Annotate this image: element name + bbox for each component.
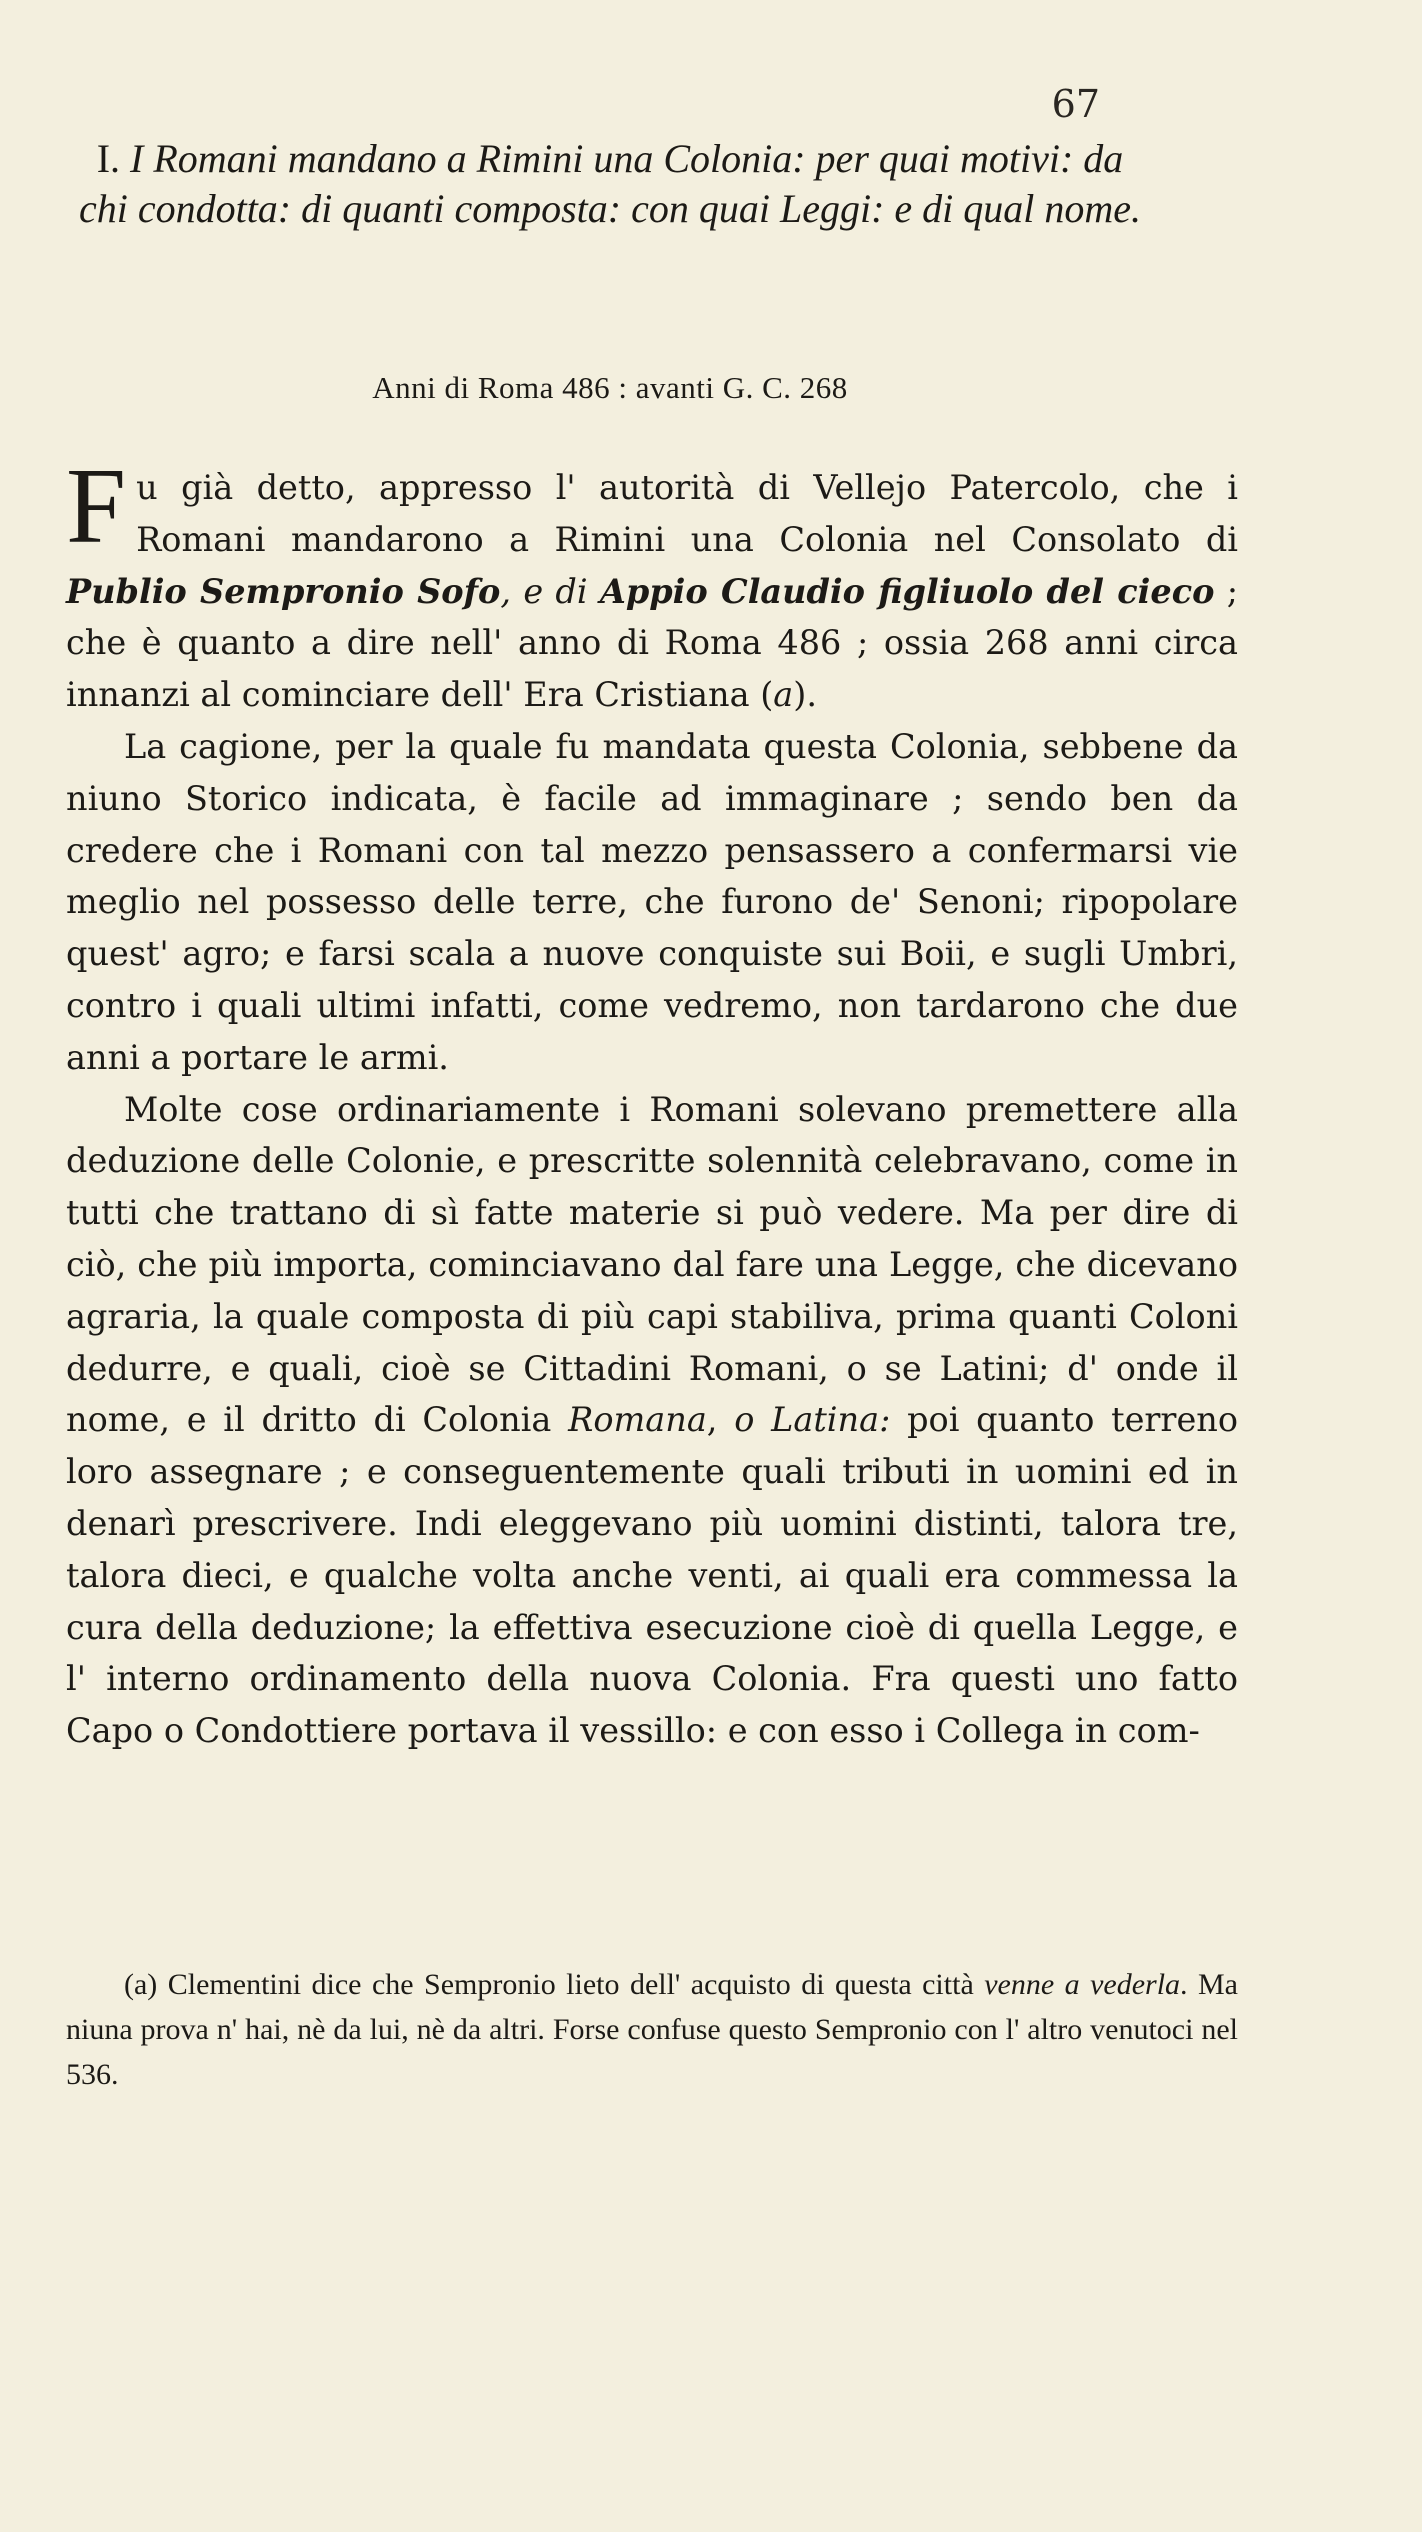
footnote: [66, 1962, 1238, 2097]
dropcap: F: [66, 447, 127, 566]
paragraph-2: La cagione, per la quale fu mandata questa Colonia, sebbene da niuno Storico indicata, è facile ad immaginare ; sendo ben da credere che i Romani con tal mezzo pensassero a confermarsi vie meglio nel possesso delle terre, che furono de' Senoni; ripopolare quest' agro; e farsi scala a nuove conquiste sui Boii, e sugli Umbri, contro i quali ultimi infatti, come vedremo, non tardarono che due anni a portare le armi.: [66, 726, 1238, 1077]
paragraph-3-text: Molte cose ordinariamente i Romani solevano premettere alla deduzione delle Colonie, e prescritte solennità celebravano, come in tutti che trattano di sì fatte materie si può vedere. Ma per dire di ciò, che più importa, cominciavano dal fare una Legge, che dicevano agraria, la quale composta di più capi stabiliva, prima quanti Coloni dedurre, e quali, cioè se Cittadini Romani, o se Latini; d' onde il nome, e il dritto di Colonia: [66, 1089, 1238, 1440]
page-number: 67: [1051, 82, 1100, 126]
heading-number: I.: [96, 136, 121, 181]
name-appio-claudio: Appio Claudio figliuolo del cieco: [599, 571, 1215, 611]
body-text: [66, 447, 1239, 1757]
paragraph-3: [66, 1084, 1238, 1757]
term-romana: Romana: [568, 1400, 707, 1440]
paragraph-3-text-continued: poi quanto terreno loro assegnare ; e conseguentemente quali tributi in uomini ed in denarì prescrivere. Indi eleggevano più uomini distinti, talora tre, talora dieci, e qualche volta anche venti, ai quali era commessa la cura della deduzione; la effettiva esecuzione cioè di quella Legge, e l' interno ordinamento della nuova Colonia. Fra questi uno fatto Capo o Condottiere portava il vessillo: e con esso i Collega in com-: [66, 1400, 1239, 1751]
paragraph-1-end: ).: [793, 675, 817, 715]
paragraph-1-text-continued: ; che è quanto a dire nell' anno di Roma 486 ; ossia 268 anni circa innanzi al cominciare dell' Era Cristiana (: [66, 571, 1239, 715]
footnote-marker: (a): [124, 1968, 158, 2001]
chapter-heading: [70, 134, 1150, 234]
name-publio-sempronio: Publio Sempronio Sofo: [66, 571, 501, 611]
paragraph-1-connector: , e di: [500, 571, 600, 611]
date-line: Anni di Roma 486 : avanti G. C. 268: [372, 370, 848, 405]
heading-title: I Romani mandano a Rimini una Colonia: per quai motivi: da chi condotta: di quanti composta: con quai Leggi: e di qual nome.: [78, 136, 1142, 231]
paragraph-3-comma: ,: [706, 1400, 735, 1440]
paragraph-1: [66, 447, 1239, 721]
footnote-reference: a: [773, 675, 794, 715]
footnote-quote: venne a vederla: [984, 1968, 1181, 2001]
footnote-text: Clementini dice che Sempronio lieto dell' acquisto di questa città: [157, 1968, 985, 2001]
footnote-text-continued: . Ma niuna prova n' hai, nè da lui, nè da altri. Forse confuse questo Sempronio con l' altro venutoci nel 536.: [66, 1968, 1238, 2091]
term-latina: o Latina:: [734, 1400, 891, 1440]
paragraph-1-text: u già detto, appresso l' autorità di Vellejo Patercolo, che i Romani mandarono a Rimini una Colonia nel Consolato di: [136, 468, 1238, 559]
